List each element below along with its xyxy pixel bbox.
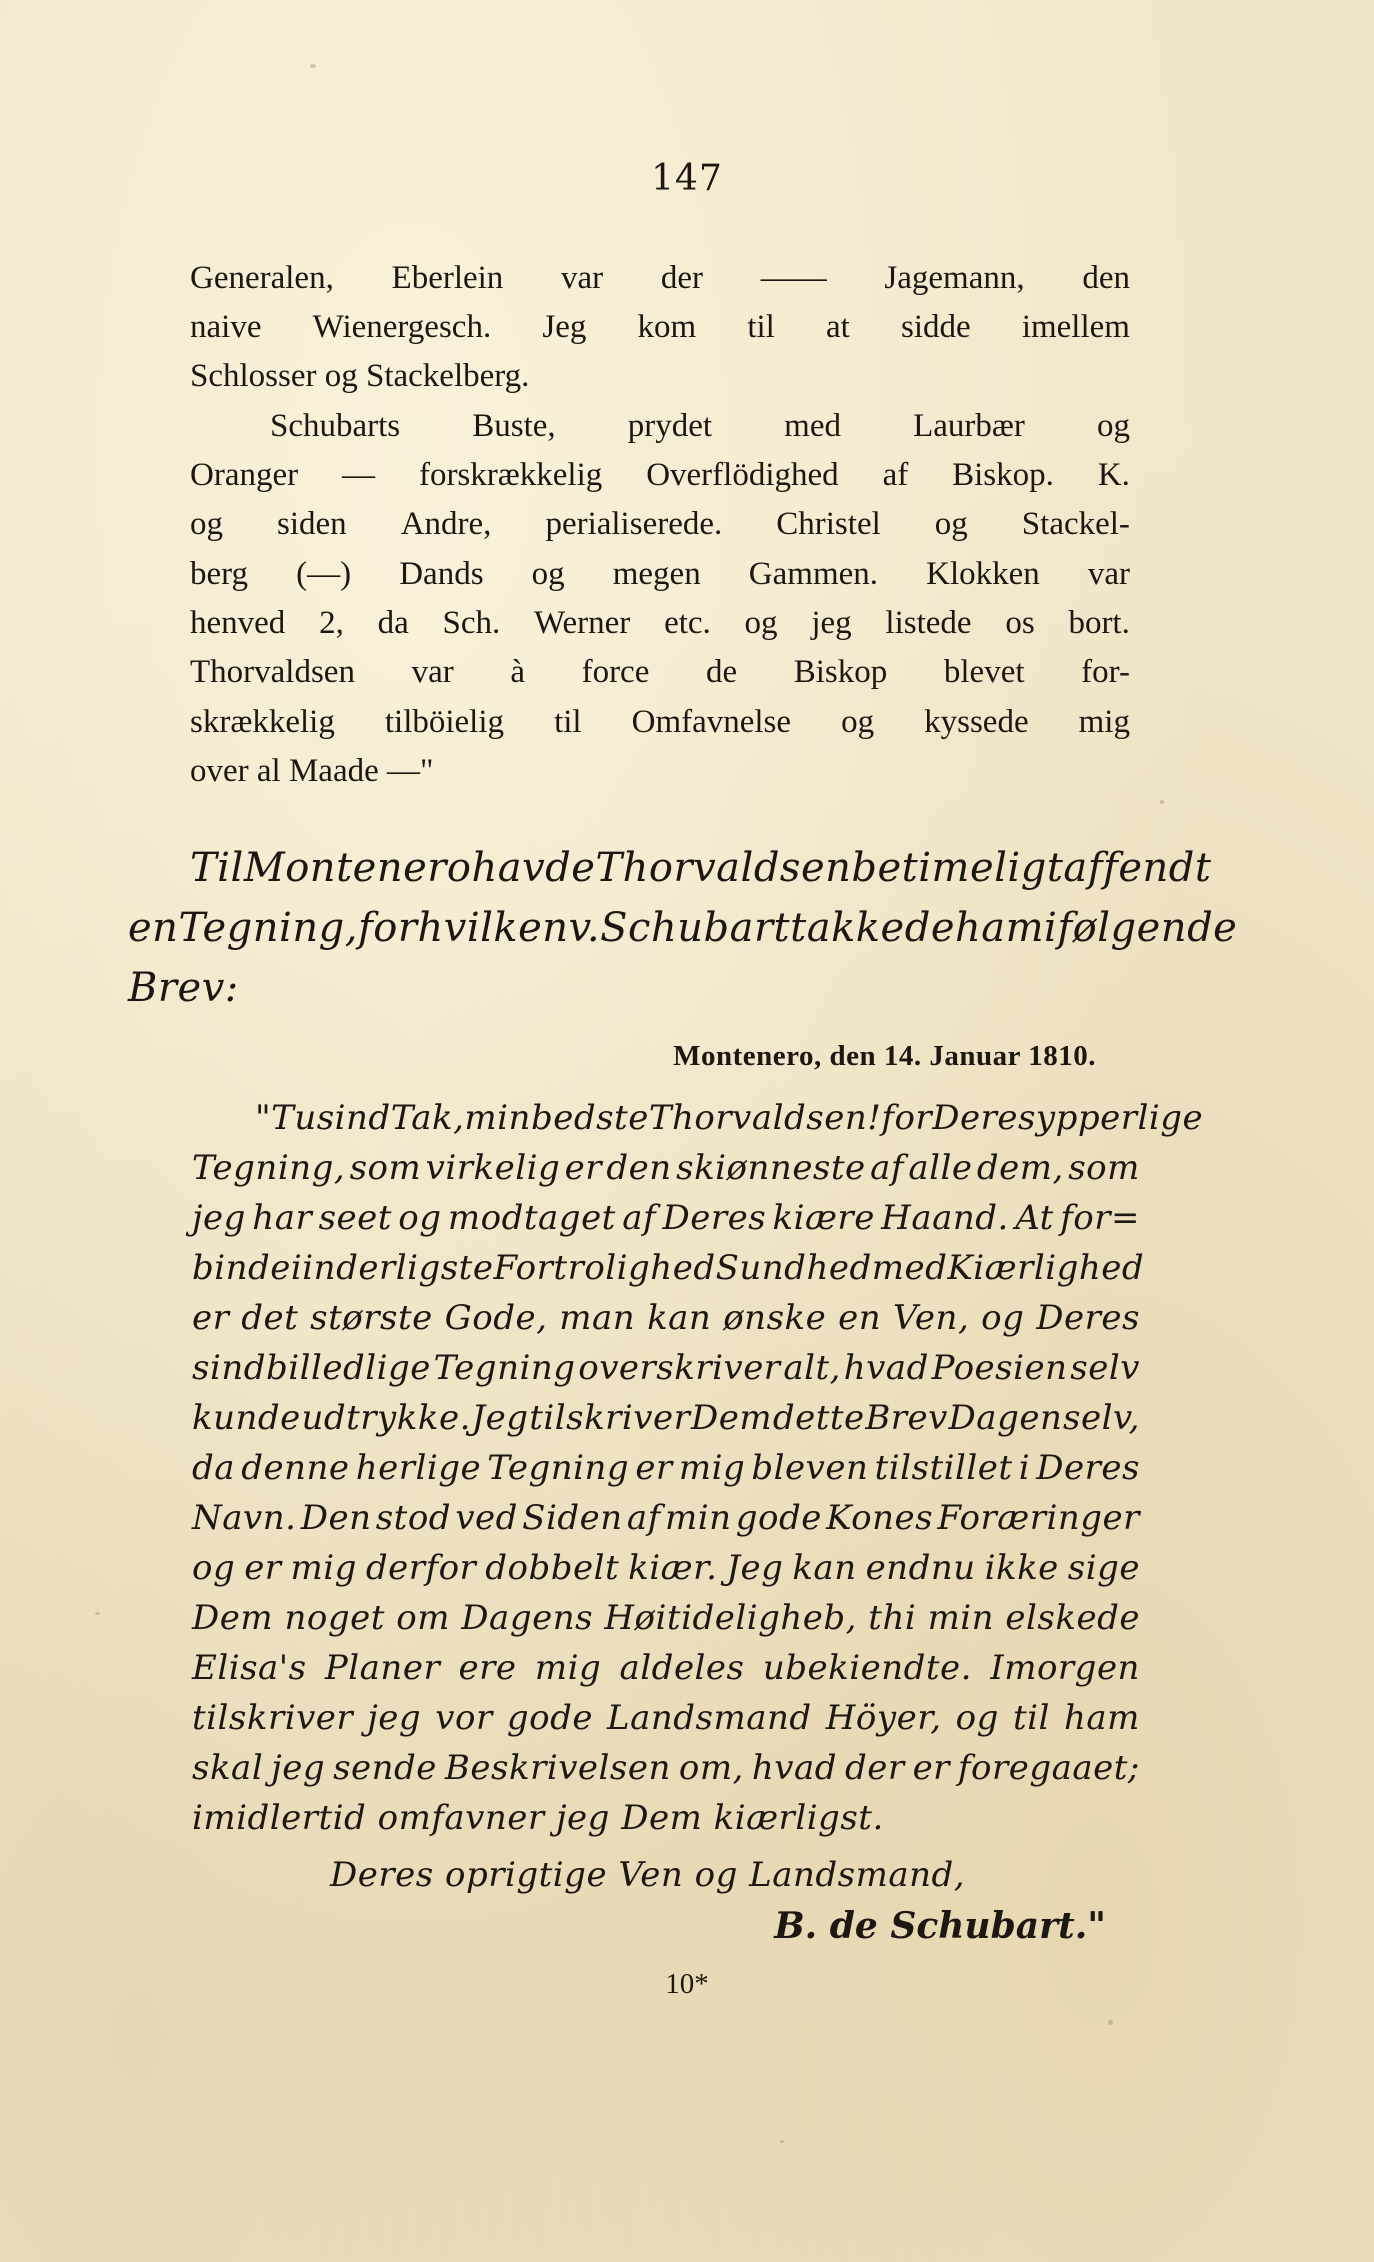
quote-line: Oranger — forskrækkelig Overflödighed af Biskop. K. bbox=[190, 457, 1130, 493]
letter-line: er det største Gode, man kan ønske en Ven, og Deres bbox=[192, 1298, 1140, 1338]
letter-line: kunde udtrykke. Jeg tilskriver Dem dette Brev Dagen selv, bbox=[192, 1398, 1140, 1438]
paper-speck bbox=[1108, 2020, 1113, 2025]
quote-line: berg (—) Dands og megen Gammen. Klokken var bbox=[190, 556, 1130, 592]
letter-line: Tegning, som virkelig er den skiønneste af alle dem, som bbox=[192, 1148, 1140, 1188]
quote-line: Schlosser og Stackelberg. bbox=[190, 358, 530, 394]
paper-speck bbox=[780, 2140, 784, 2143]
paper-speck bbox=[95, 1612, 100, 1615]
paper-speck bbox=[310, 64, 316, 68]
quote-line: Generalen, Eberlein var der —— Jagemann, den bbox=[190, 260, 1130, 296]
letter-line: binde i inderligste Fortrolighed Sundhed med Kiærlighed bbox=[192, 1248, 1145, 1288]
letter-dateline: Montenero, den 14. Januar 1810. bbox=[673, 1040, 1096, 1072]
letter-line: Dem noget om Dagens Høitideligheb, thi min elskede bbox=[192, 1598, 1140, 1638]
quote-line: skrækkelig tilböielig til Omfavnelse og kyssede mig bbox=[190, 704, 1130, 740]
letter-line: "Tusind Tak, min bedste Thorvaldsen! for Deres ypperlige bbox=[255, 1098, 1204, 1138]
intro-line: en Tegning, for hvilken v. Schubart takkede ham i følgende bbox=[128, 905, 1238, 951]
quote-line: Schubarts Buste, prydet med Laurbær og bbox=[270, 408, 1130, 444]
quote-line: over al Maade —" bbox=[190, 753, 434, 789]
letter-line: sindbilledlige Tegning overskriver alt, hvad Poesien selv bbox=[192, 1348, 1140, 1388]
letter-line: og er mig derfor dobbelt kiær. Jeg kan endnu ikke sige bbox=[192, 1548, 1140, 1588]
intro-line: Til Montenero havde Thorvaldsen betimeligt affendt bbox=[190, 845, 1212, 891]
letter-closing: Deres oprigtige Ven og Landsmand, bbox=[330, 1855, 966, 1895]
quote-line: naive Wienergesch. Jeg kom til at sidde imellem bbox=[190, 309, 1130, 345]
letter-line: tilskriver jeg vor gode Landsmand Höyer, og til ham bbox=[192, 1698, 1140, 1738]
signature-mark: 10* bbox=[665, 1968, 709, 2000]
letter-line: Navn. Den stod ved Siden af min gode Kones Foræringer bbox=[192, 1498, 1140, 1538]
letter-line: jeg har seet og modtaget af Deres kiære Haand. At for= bbox=[192, 1198, 1140, 1238]
page-number: 147 bbox=[651, 158, 723, 199]
quote-line: henved 2, da Sch. Werner etc. og jeg listede os bort. bbox=[190, 605, 1130, 641]
letter-line: skal jeg sende Beskrivelsen om, hvad der er foregaaet; bbox=[192, 1748, 1140, 1788]
quote-line: Thorvaldsen var à force de Biskop blevet for- bbox=[190, 654, 1130, 690]
quote-line: og siden Andre, perialiserede. Christel og Stackel- bbox=[190, 506, 1130, 542]
letter-line: imidlertid omfavner jeg Dem kiærligst. bbox=[192, 1798, 884, 1838]
letter-line: Elisa's Planer ere mig aldeles ubekiendte. Imorgen bbox=[192, 1648, 1140, 1688]
letter-line: da denne herlige Tegning er mig bleven tilstillet i Deres bbox=[192, 1448, 1140, 1488]
letter-signature: B. de Schubart." bbox=[774, 1905, 1106, 1947]
paper-speck bbox=[1160, 800, 1164, 804]
intro-line: Brev: bbox=[128, 965, 239, 1011]
